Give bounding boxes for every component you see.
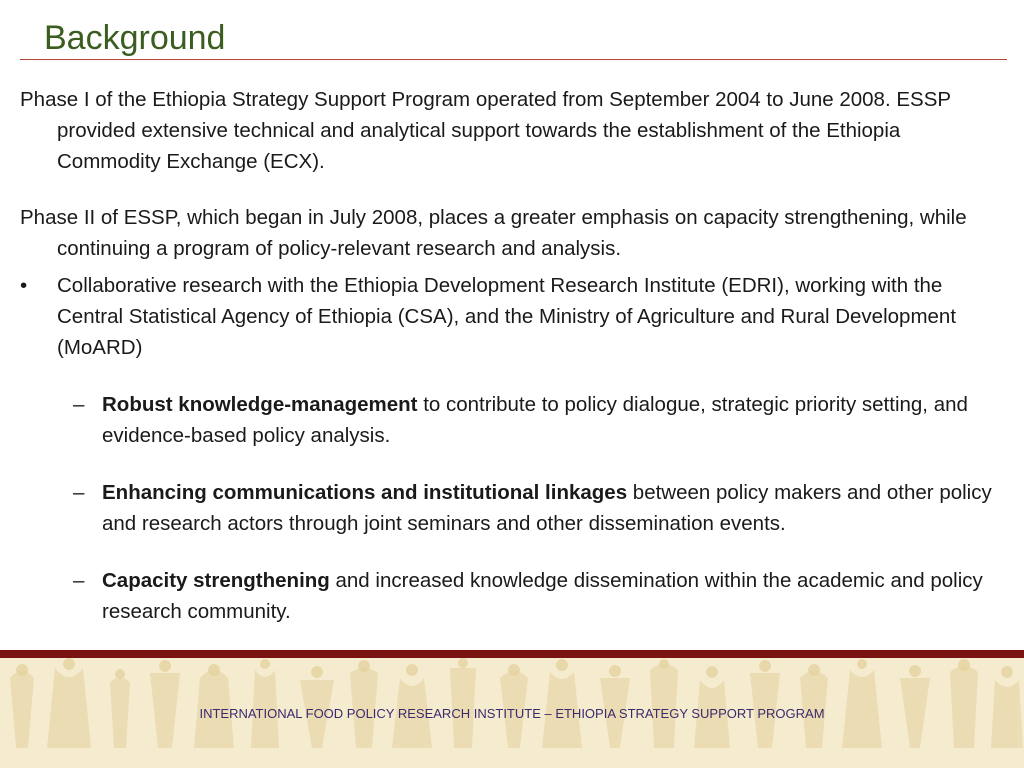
sub-bullet-text: to contribute to policy dialogue, strategic priority setting, and evidence-based policy analysis. <box>102 393 968 447</box>
sub-bullet-text: between policy makers and other policy and research actors through joint seminars and other dissemination events. <box>102 481 992 535</box>
dash-mark: – <box>73 393 85 416</box>
footer-bar <box>0 650 1024 658</box>
title-divider <box>20 59 1007 60</box>
sub-bullet-knowledge-management <box>20 389 1005 451</box>
sub-bullet-heading: Enhancing communications and institutional linkages <box>102 481 628 504</box>
sub-bullet-capacity <box>20 565 1005 627</box>
dash-mark: – <box>73 481 85 504</box>
sub-bullet-text: and increased knowledge dissemination within the academic and policy research community. <box>102 569 983 623</box>
dash-mark: – <box>73 569 85 592</box>
sub-bullet-communications <box>20 477 1005 539</box>
paragraph-phase-one: Phase I of the Ethiopia Strategy Support Program operated from September 2004 to June 2008. ESSP provided extensive technical and analytical support towards the establishment of the Ethiopia Commodity Exchange (ECX). <box>20 88 951 173</box>
paragraph-phase-two: Phase II of ESSP, which began in July 2008, places a greater emphasis on capacity strengthening, while continuing a program of policy-relevant research and analysis. <box>20 206 967 260</box>
slide-title: Background <box>44 19 226 57</box>
bullet-text: Collaborative research with the Ethiopia Development Research Institute (EDRI), working with the Central Statistical Agency of Ethiopia (CSA), and the Ministry of Agriculture and Rural Development (MoARD) <box>57 274 957 359</box>
bullet-mark: • <box>20 274 28 297</box>
sub-bullet-heading: Robust knowledge-management <box>102 393 418 416</box>
bullet-item <box>20 270 1005 363</box>
footer-text: INTERNATIONAL FOOD POLICY RESEARCH INSTITUTE – ETHIOPIA STRATEGY SUPPORT PROGRAM <box>199 706 825 721</box>
slide-body <box>20 84 1005 627</box>
sub-bullet-heading: Capacity strengthening <box>102 569 330 592</box>
